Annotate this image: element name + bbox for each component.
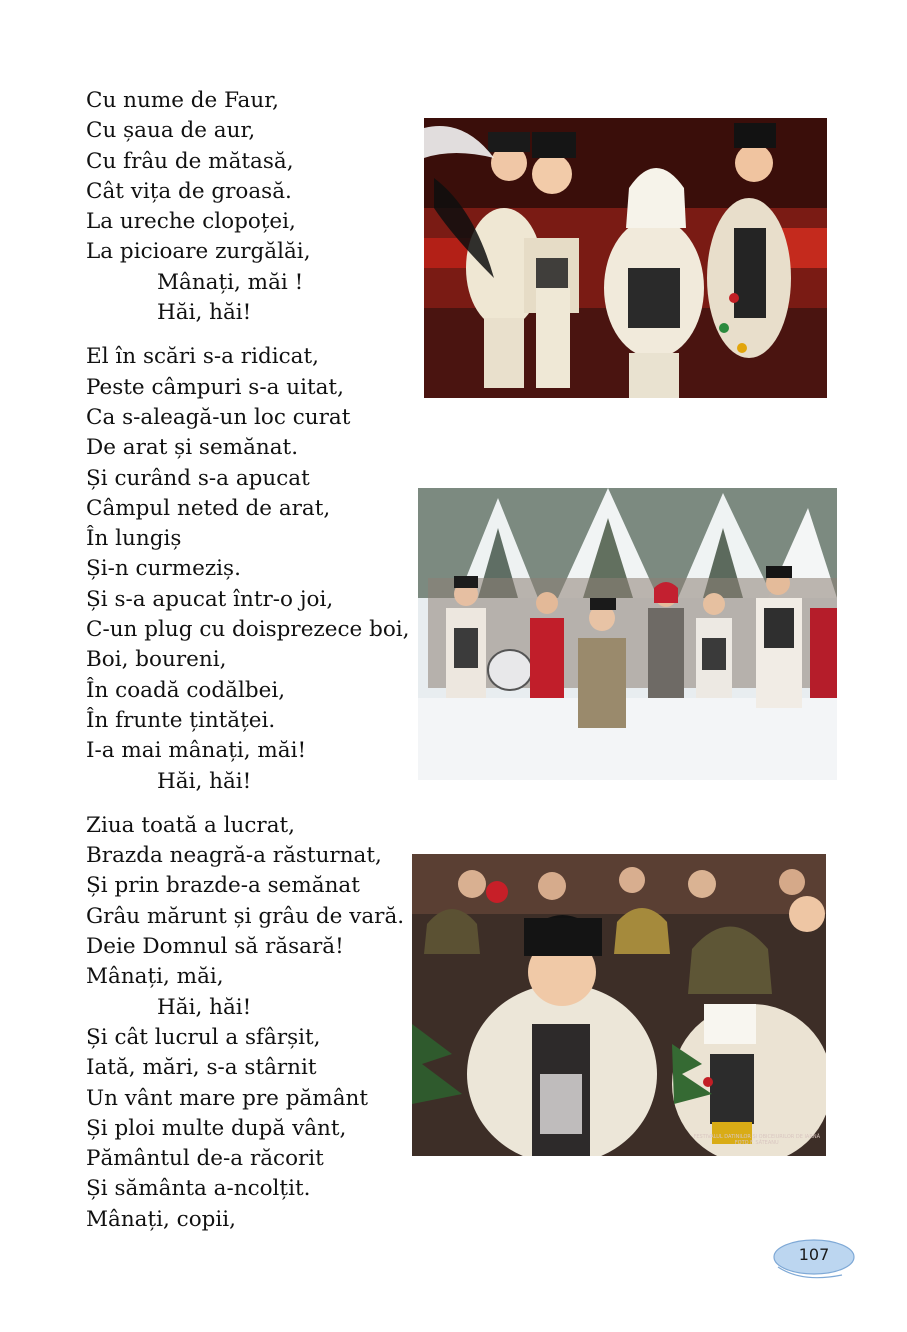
poem-line: Brazda neagră-a răsturnat, bbox=[86, 843, 382, 869]
poem-line: De arat și semănat. bbox=[86, 435, 299, 461]
poem-line: Mânați, copii, bbox=[86, 1206, 237, 1232]
poem-line: Mânați, măi ! bbox=[157, 269, 304, 295]
poem-line: Ziua toată a lucrat, bbox=[86, 812, 295, 838]
poem-line: În coadă codălbei, bbox=[86, 677, 286, 703]
poem-line: Și curând s-a apucat bbox=[86, 465, 310, 491]
poem-text bbox=[86, 86, 426, 1249]
poem-line: Pământul de-a răcorit bbox=[86, 1146, 324, 1172]
poem-line: În lungiș bbox=[86, 526, 182, 552]
poem-line: Hăi, hăi! bbox=[157, 768, 252, 794]
poem-line: Ca s-aleagă-un loc curat bbox=[86, 404, 351, 430]
poem-line: Hăi, hăi! bbox=[157, 994, 252, 1020]
poem-line: La ureche clopoței, bbox=[86, 209, 296, 235]
poem-line: Cu frâu de mătasă, bbox=[86, 148, 294, 174]
poem-line: Câmpul neted de arat, bbox=[86, 495, 331, 521]
poem-line: I-a mai mânați, măi! bbox=[86, 738, 307, 764]
poem-line: Și ploi multe după vânt, bbox=[86, 1115, 347, 1141]
poem-line: Cu șaua de aur, bbox=[86, 118, 256, 144]
poem-line: Și cât lucrul a sfârșit, bbox=[86, 1024, 321, 1050]
poem-line: Un vânt mare pre pământ bbox=[86, 1085, 368, 1111]
poem-line: Cât vița de groasă. bbox=[86, 178, 292, 204]
photo-credit bbox=[693, 1134, 820, 1146]
page-number-badge bbox=[772, 1237, 856, 1281]
photo-credit-line-2: FOTO F. SĂTEANU bbox=[734, 1140, 779, 1146]
stanza bbox=[86, 86, 426, 328]
photo-carolers-in-snowy-forest bbox=[418, 488, 837, 780]
poem-line: În frunte țintăței. bbox=[86, 707, 276, 733]
poem-line: Și prin brazde-a semănat bbox=[86, 873, 360, 899]
photo-children-with-fir-branches bbox=[412, 854, 826, 1156]
photo-children-in-sheepskin-coats bbox=[424, 118, 827, 398]
poem-line: Deie Domnul să răsară! bbox=[86, 934, 344, 960]
poem-line: La picioare zurgălăi, bbox=[86, 239, 311, 265]
stanza bbox=[86, 342, 426, 796]
poem-line: El în scări s-a ridicat, bbox=[86, 344, 319, 370]
poem-line: Și sământa a-ncolțit. bbox=[86, 1176, 311, 1202]
poem-line: C-un plug cu doisprezece boi, bbox=[86, 617, 410, 643]
poem-line: Și-n curmeziș. bbox=[86, 556, 241, 582]
photo-credit-line-1: FESTIVALUL DATINILOR ȘI OBICEIURILOR DE IARNĂ bbox=[693, 1134, 820, 1140]
poem-line: Boi, boureni, bbox=[86, 647, 227, 673]
poem-line: Cu nume de Faur, bbox=[86, 88, 279, 113]
stanza bbox=[86, 811, 426, 1235]
poem-line: Iată, mări, s-a stârnit bbox=[86, 1055, 317, 1081]
poem-line: Peste câmpuri s-a uitat, bbox=[86, 374, 344, 400]
poem-line: Mânați, măi, bbox=[86, 964, 224, 990]
poem-line: Și s-a apucat într-o joi, bbox=[86, 586, 334, 612]
poem-line: Hăi, hăi! bbox=[157, 300, 252, 326]
page-number: 107 bbox=[798, 1245, 830, 1264]
poem-line: Grâu mărunt și grâu de vară. bbox=[86, 903, 405, 929]
